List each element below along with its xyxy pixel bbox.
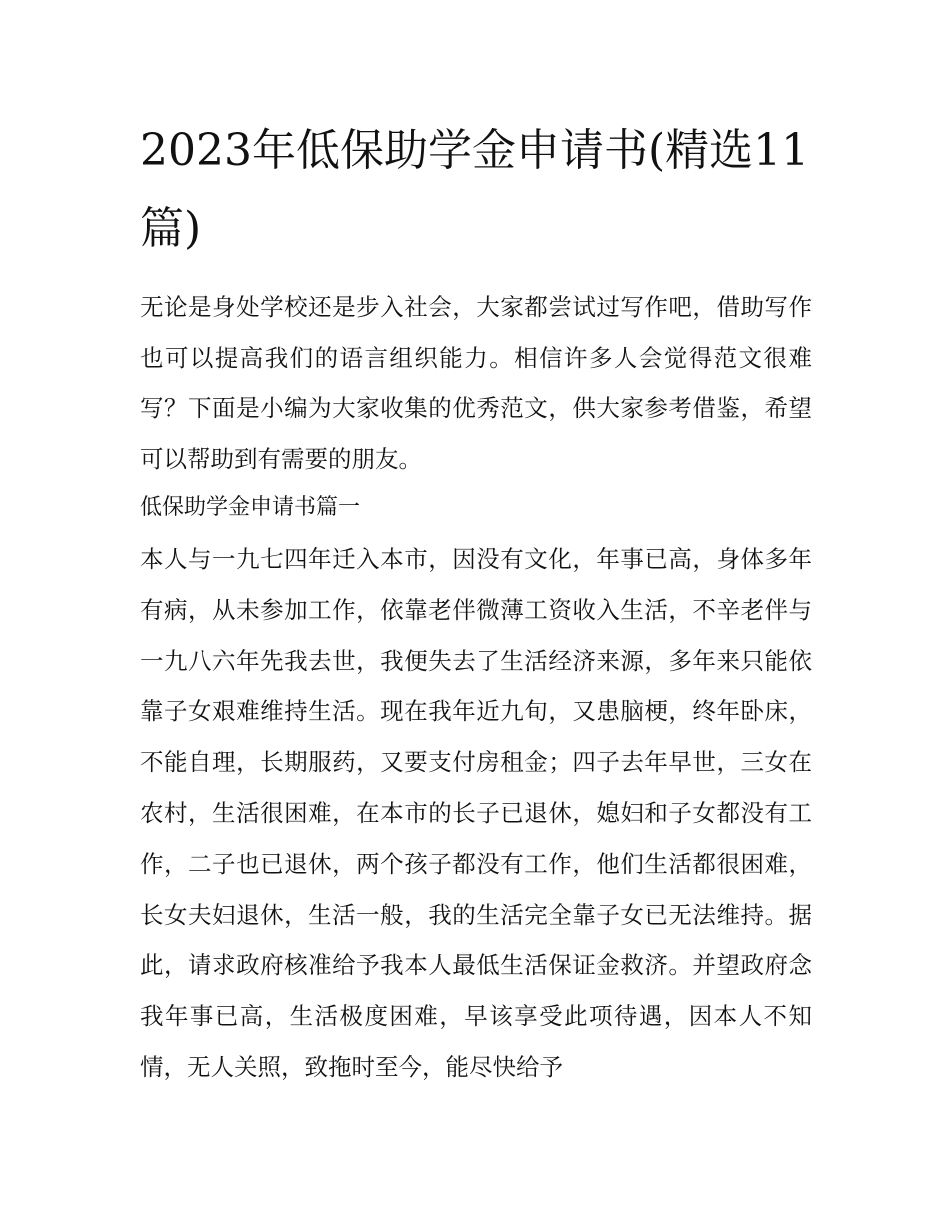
document-title: 2023年低保助学金申请书(精选11篇): [140, 125, 810, 254]
section-heading: 低保助学金申请书篇一: [140, 495, 361, 520]
intro-paragraph: 无论是身处学校还是步入社会，大家都尝试过写作吧，借助写作也可以提高我们的语言组织能力。相信许多人会觉得范文很难写？下面是小编为大家收集的优秀范文，供大家参考借鉴，希望可以帮助到有需要的朋友。: [140, 293, 812, 473]
document-page: [140, 112, 812, 1093]
body-paragraph: 本人与一九七四年迁入本市，因没有文化，年事已高，身体多年有病，从未参加工作，依靠老伴微薄工资收入生活，不辛老伴与一九八六年先我去世，我便失去了生活经济来源，多年来只能依靠子女艰难维持生活。现在我年近九旬，又患脑梗，终年卧床，不能自理，长期服药，又要支付房租金；四子去年早世，三女在农村，生活很困难，在本市的长子已退休，媳妇和子女都没有工作，二子也已退休，两个孩子都没有工作，他们生活都很困难，长女夫妇退休，生活一般，我的生活完全靠子女已无法维持。据此，请求政府核准给予我本人最低生活保证金救济。并望政府念我年事已高，生活极度困难，早该享受此项待遇，因本人不知情，无人关照，致拖时至今，能尽快给予: [140, 545, 812, 1081]
